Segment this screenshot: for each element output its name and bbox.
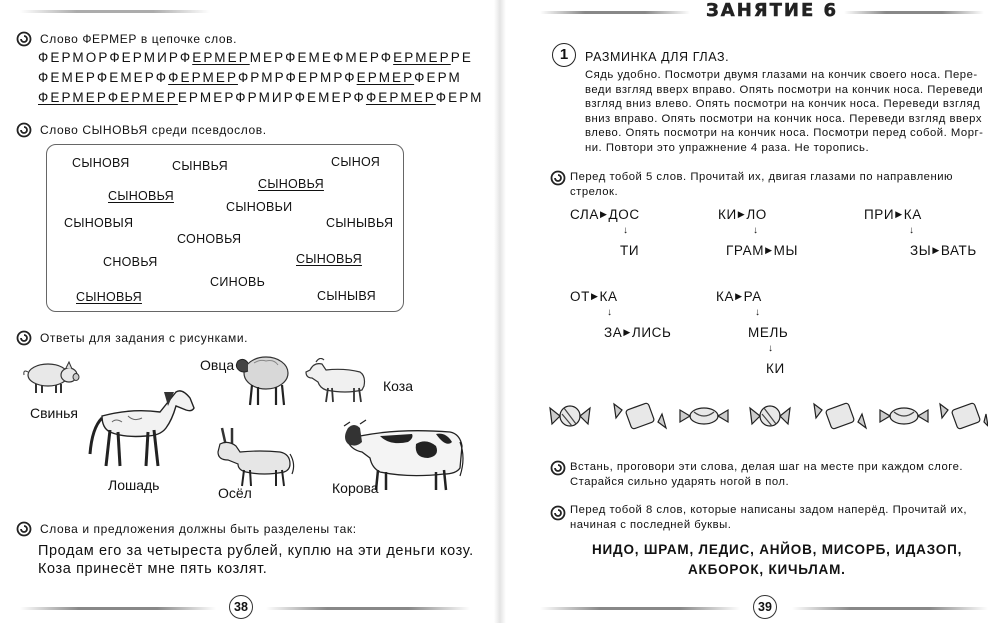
- book-spine: [494, 0, 506, 623]
- syllable-chain-3b: ЗЫ▶ВАТЬ: [910, 243, 977, 258]
- syllable-chain-2: КИ▶ЛО: [718, 207, 767, 222]
- section-pictures-label: Ответы для задания с рисунками.: [40, 331, 249, 345]
- syllable-chain-1: СЛА▶ДОС: [570, 207, 640, 222]
- round-candy-icon: [550, 406, 590, 426]
- wrapped-candy-icon: [940, 402, 988, 429]
- section-sentences-label: Слова и предложения должны быть разделены так:: [40, 522, 357, 536]
- target-word: СЫНОВЬЯ: [258, 177, 324, 191]
- round-candy-icon: [750, 406, 790, 426]
- page-number: 38: [229, 595, 253, 619]
- target-word: СЫНОВЬЯ: [76, 290, 142, 304]
- down-arrow: ↓: [768, 343, 773, 354]
- chain-line-1: ФЕРМОРФЕРМИРФЕРМЕРМЕРФЕМЕФМЕРФЕРМЕРРЕ: [38, 50, 473, 65]
- oval-candy-icon: [680, 408, 728, 424]
- animal-name-horse: Лошадь: [108, 477, 160, 493]
- spiral-icon: [550, 505, 566, 521]
- step-instruction-text: Встань, проговори эти слова, делая шаг на месте при каждом слоге. Старайся сильно ударять ногой в пол.: [570, 461, 964, 488]
- oval-candy-icon: [880, 408, 928, 424]
- animal-name-goat: Коза: [383, 378, 413, 394]
- pseudoword: СЫНОВЫЯ: [64, 216, 134, 230]
- spiral-icon: [16, 122, 32, 138]
- animal-name-sheep: Овца: [200, 357, 235, 373]
- wrapped-candy-icon: [814, 402, 866, 429]
- syllable: КИ: [766, 361, 785, 376]
- pseudoword: СИНОВЬ: [210, 275, 266, 289]
- reversed-words-line-1: НИДО, ШРАМ, ЛЕДИС, АНЙОВ, МИСОРБ, ИДАЗОП,: [592, 542, 963, 557]
- page-number: 39: [753, 595, 777, 619]
- target-word: СЫНОВЬЯ: [296, 252, 362, 266]
- warmup-text: Сядь удобно. Посмотри двумя глазами на кончик своего носа. Пере- веди взгляд вверх вправо. Опять посмотри на кончик носа. Переведи взгляд вниз влево. Опять посмотри на кончик носа. Переведи взгляд вниз вправо. Опять посмотри на кончик носа. Переведи взгляд вверх влево. Опять посмотри на кончик носа. Посмотри перед собой. Морг- ни. Повтори это упражнение 4 раза. Не торопись.: [585, 69, 984, 154]
- pseudoword: СЫНОВЬИ: [226, 200, 293, 214]
- pseudoword: СЫНОЯ: [331, 155, 381, 169]
- pseudoword: СОНОВЬЯ: [177, 232, 242, 246]
- section-sons-label: Слово СЫНОВЬЯ среди псевдослов.: [40, 123, 267, 137]
- syllable-chain-4: ОТ▶КА: [570, 289, 618, 304]
- spiral-icon: [16, 521, 32, 537]
- wrapped-candy-icon: [614, 402, 666, 429]
- animal-name-donkey: Осёл: [218, 485, 252, 501]
- syllable: МЕЛЬ: [748, 325, 789, 340]
- lesson-title: ЗАНЯТИЕ 6: [706, 0, 839, 21]
- pseudoword: СЫНВЬЯ: [172, 159, 228, 173]
- spiral-icon: [16, 31, 32, 47]
- down-arrow: ↓: [755, 307, 760, 318]
- pseudoword: СЫНЫВЬЯ: [326, 216, 394, 230]
- warmup-title: РАЗМИНКА ДЛЯ ГЛАЗ.: [585, 50, 730, 64]
- step-number-badge: 1: [552, 43, 576, 67]
- footer-rule-left: [540, 607, 740, 610]
- pseudoword: СЫНЫВЯ: [317, 289, 376, 303]
- footer-rule-left: [20, 607, 216, 610]
- reversed-words-line-2: АКБОРОК, КИЧЬЛАМ.: [688, 562, 846, 577]
- footer-rule-right: [266, 607, 470, 610]
- down-arrow: ↓: [909, 225, 914, 236]
- pseudoword: СНОВЬЯ: [103, 255, 158, 269]
- down-arrow: ↓: [607, 307, 612, 318]
- header-rule: [20, 10, 210, 13]
- right-page: [510, 0, 1000, 623]
- chain-line-2: ФЕМЕРФЕМЕРФФЕРМЕРФРМРФЕРМРФЕРМЕРФЕРМ: [38, 70, 462, 85]
- syllable: ТИ: [620, 243, 640, 258]
- left-page: [0, 0, 490, 623]
- candy-divider: [548, 392, 988, 440]
- answer-sentence-2: Коза принесёт мне пять козлят.: [38, 561, 268, 577]
- syllable-chain-5: КА▶РА: [716, 289, 762, 304]
- animal-name-cow: Корова: [332, 480, 379, 496]
- syllable-chain-3: ПРИ▶КА: [864, 207, 922, 222]
- goat-illustration: [302, 358, 370, 404]
- down-arrow: ↓: [753, 225, 758, 236]
- footer-rule-right: [792, 607, 988, 610]
- spiral-icon: [550, 170, 566, 186]
- pig-illustration: [20, 357, 80, 395]
- header-rule-left: [540, 11, 690, 14]
- syllable-chain-4b: ЗА▶ЛИСЬ: [604, 325, 672, 340]
- horse-illustration: [88, 386, 198, 468]
- section-ferm-label: Слово ФЕРМЕР в цепочке слов.: [40, 32, 238, 46]
- five-words-label: Перед тобой 5 слов. Прочитай их, двигая глазами по направлению стрелок.: [570, 171, 953, 198]
- reversed-words-label: Перед тобой 8 слов, которые написаны задом наперёд. Прочитай их, начиная с последней буквы.: [570, 504, 968, 531]
- spiral-icon: [550, 460, 566, 476]
- header-rule-right: [844, 11, 984, 14]
- syllable-chain-2b: ГРАМ▶МЫ: [726, 243, 798, 258]
- pseudoword: СЫНОВЯ: [72, 156, 130, 170]
- answer-sentence-1: Продам его за четыреста рублей, куплю на эти деньги козу.: [38, 543, 474, 559]
- target-word: СЫНОВЬЯ: [108, 189, 174, 203]
- chain-line-3: ФЕРМЕРФЕРМЕРЕРМЕРФРМИРФЕМЕРФФЕРМЕРФЕРМ: [38, 90, 484, 105]
- spiral-icon: [16, 330, 32, 346]
- donkey-illustration: [214, 424, 298, 488]
- animal-name-pig: Свинья: [30, 405, 78, 421]
- sheep-illustration: [234, 349, 292, 409]
- down-arrow: ↓: [623, 225, 628, 236]
